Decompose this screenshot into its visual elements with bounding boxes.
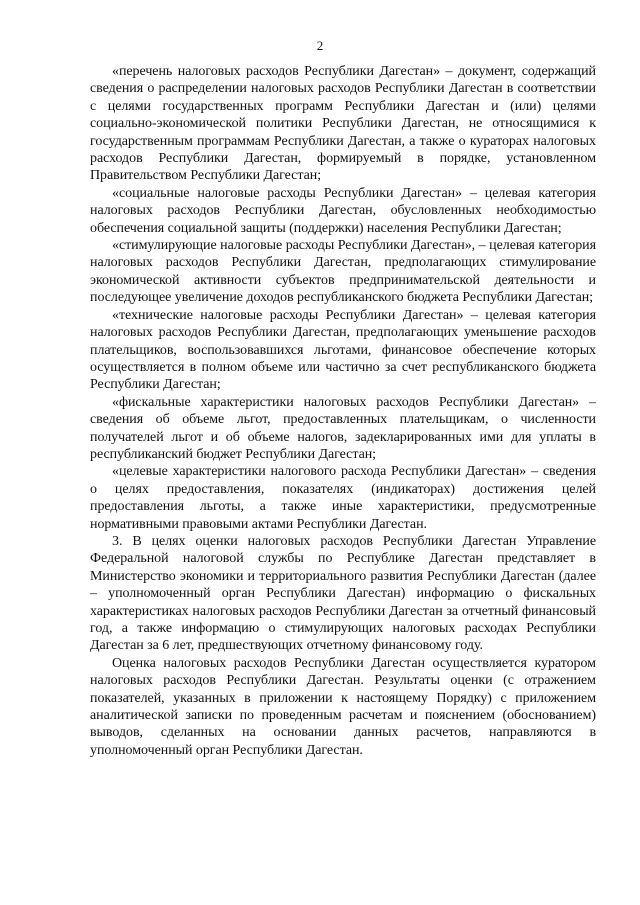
definition-technical-tax-expenditures: «технические налоговые расходы Республики Дагестан» – целевая категория налоговых расходов Республики Дагестан, предполагающих уменьшение расходов плательщиков, воспользовавшихся льготами, финансовое обеспечение которых осуществляется в полном объеме или частично за счет республиканского бюджета Республики Дагестан; [90, 307, 596, 393]
definition-stimulating-tax-expenditures: «стимулирующие налоговые расходы Республики Дагестан», – целевая категория налоговых расходов Республики Дагестан, предполагающих стимулирование экономической активности субъектов предпринимательской деятельности и последующее увеличение доходов республиканского бюджета Республики Дагестан; [90, 238, 596, 306]
assessment-paragraph: Оценка налоговых расходов Республики Дагестан осуществляется куратором налоговых расходов Республики Дагестан. Результаты оценки (с отражением показателей, указанных в приложении к настоящему Порядку) с приложением аналитической записки по проведенным расчетам и пояснением (обоснованием) выводов, сделанных на основании данных расчетов, направляются в уполномоченный орган Республики Дагестан. [90, 655, 596, 758]
definition-social-tax-expenditures: «социальные налоговые расходы Республики Дагестан» – целевая категория налоговых расходов Республики Дагестан, обусловленных необходимостью обеспечения социальной защиты (поддержки) населения Республики Дагестан; [90, 185, 596, 236]
definition-tax-expenditure-list: «перечень налоговых расходов Республики Дагестан» – документ, содержащий сведения о распределении налоговых расходов Республики Дагестан в соответствии с целями государственных программ Республики Дагестан и (или) целями социально-экономической политики Республики Дагестан, не относящимися к государственным программам Республики Дагестан, а также о кураторах налоговых расходов Республики Дагестан, формируемый в порядке, установленном Правительством Республики Дагестан; [90, 64, 596, 184]
page-number: 2 [316, 38, 324, 53]
definition-fiscal-characteristics: «фискальные характеристики налоговых расходов Республики Дагестан» – сведения об объеме льгот, предоставленных плательщикам, о численности получателей льгот и об объеме налогов, задекларированных ими для уплаты в республиканский бюджет Республики Дагестан; [90, 394, 596, 462]
document-body [90, 63, 596, 759]
definition-target-characteristics: «целевые характеристики налогового расхода Республики Дагестан» – сведения о целях предоставления, показателях (индикаторах) достижения целей предоставления льготы, а также иные характеристики, предусмотренные нормативными правовыми актами Республики Дагестан. [90, 464, 596, 532]
clause-3-paragraph: 3. В целях оценки налоговых расходов Республики Дагестан Управление Федеральной налоговой службы по Республике Дагестан представляет в Министерство экономики и территориального развития Республики Дагестан (далее – уполномоченный орган Республики Дагестан) информацию о фискальных характеристиках налоговых расходов Республики Дагестан за отчетный финансовый год, а также информацию о стимулирующих налоговых расходах Республики Дагестан за 6 лет, предшествующих отчетному финансовому году. [90, 533, 596, 654]
